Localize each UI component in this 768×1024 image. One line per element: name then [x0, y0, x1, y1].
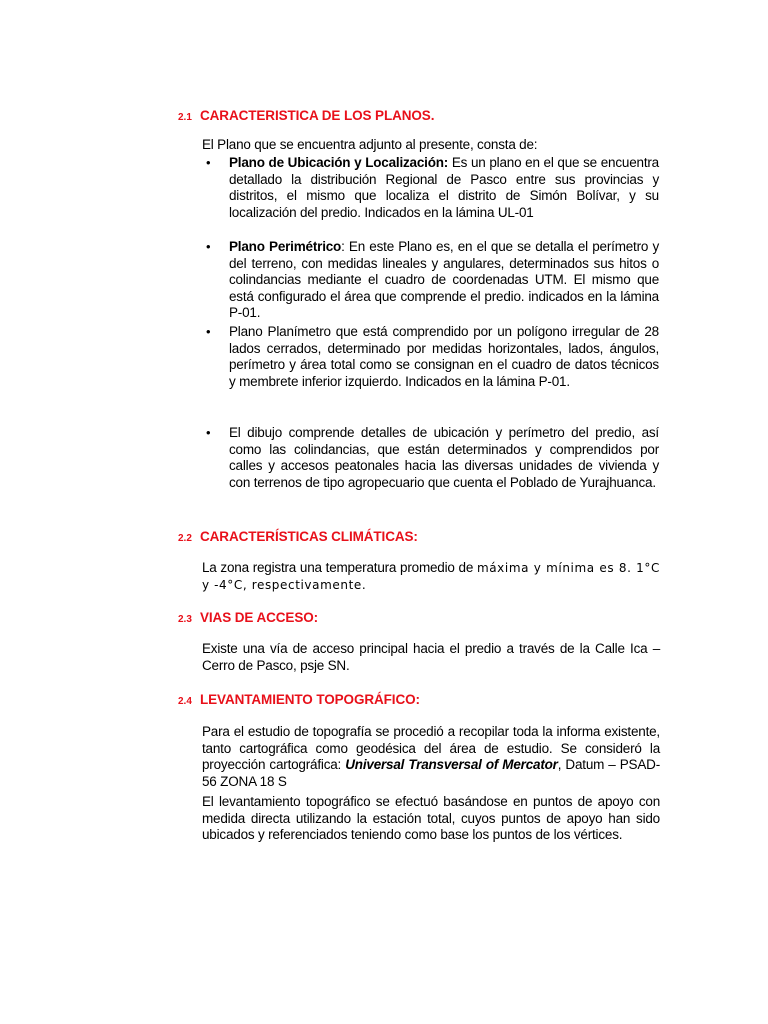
- climate-paragraph: [202, 560, 660, 593]
- bullet-icon: •: [206, 155, 211, 170]
- topography-paragraph-1: [202, 724, 660, 790]
- bullet-icon: •: [206, 239, 211, 254]
- climate-text: La zona registra una temperatura promedio de: [202, 560, 477, 575]
- section-title: LEVANTAMIENTO TOPOGRÁFICO:: [200, 692, 420, 707]
- bullet-item-4: [229, 425, 659, 491]
- section-title: CARACTERÍSTICAS CLIMÁTICAS:: [200, 529, 418, 544]
- projection-name: Universal Transversal of Mercator: [345, 757, 558, 772]
- bullet-item-1: [229, 155, 659, 221]
- bullet-text: : En este Plano es, en el que se detalla el perímetro y del terreno, con medidas lineales y angulares, determinados sus hitos o colindancias mediante el cuadro de coordenadas UTM. El mismo que está configurado el área que comprende el predio. indicados en la lámina P-01.: [229, 239, 660, 320]
- bullet-bold-label: Plano de Ubicación y Localización:: [229, 155, 449, 170]
- bullet-text: Plano Planímetro que está comprendido por un polígono irregular de 28 lados cerrados, determinado por medidas horizontales, lados, ángulos, perímetro y área total como se consignan en el cuadro de datos técnicos y membrete inferior izquierdo. Indicados en la lámina P-01.: [229, 324, 659, 389]
- section-title: CARACTERISTICA DE LOS PLANOS.: [200, 108, 435, 123]
- bullet-icon: •: [206, 425, 211, 440]
- topography-text: Para el estudio de topografía se procedió a recopilar toda la informa existente, tanto cartográfica como geodésica del área de estudio. Se consideró la proyección cartográfica:: [202, 724, 660, 772]
- bullet-item-3: [229, 324, 659, 390]
- section-heading-2-2: [178, 529, 418, 544]
- section-number: 2.2: [178, 533, 192, 544]
- bullet-item-2: [229, 239, 659, 322]
- climate-values: máxima y mínima es 8. 1°C y -4°C, respectivamente.: [202, 561, 660, 592]
- bullet-icon: •: [206, 324, 211, 339]
- bullet-bold-label: Plano Perimétrico: [229, 239, 342, 254]
- section-title: VIAS DE ACCESO:: [200, 610, 319, 625]
- topography-datum: , Datum – PSAD-56 ZONA 18 S: [202, 757, 660, 789]
- section-heading-2-1: [178, 108, 434, 123]
- section-heading-2-3: [178, 610, 318, 625]
- intro-paragraph: El Plano que se encuentra adjunto al presente, consta de:: [202, 137, 538, 152]
- section-number: 2.4: [178, 696, 192, 707]
- access-paragraph: Existe una vía de acceso principal hacia el predio a través de la Calle Ica – Cerro de Pasco, psje SN.: [202, 641, 660, 673]
- bullet-text: El dibujo comprende detalles de ubicación y perímetro del predio, así como las colindancias, que están determinados y comprendidos por calles y accesos peatonales hacia las diversas unidades de vivienda y con terrenos de tipo agropecuario que cuenta el Poblado de Yurajhuanca.: [229, 425, 659, 490]
- section-heading-2-4: [178, 692, 420, 707]
- topography-paragraph-2: El levantamiento topográfico se efectuó basándose en puntos de apoyo con medida directa utilizando la estación total, cuyos puntos de apoyo han sido ubicados y referenciados teniendo como base los puntos de los vértices.: [202, 794, 660, 842]
- section-number: 2.1: [178, 112, 192, 123]
- section-number: 2.3: [178, 614, 192, 625]
- bullet-text: Es un plano en el que se encuentra detallado la distribución Regional de Pasco entre sus provincias y distritos, el mismo que localiza el distrito de Simón Bolívar, y su localización del predio. Indicados en la lámina UL-01: [229, 155, 659, 220]
